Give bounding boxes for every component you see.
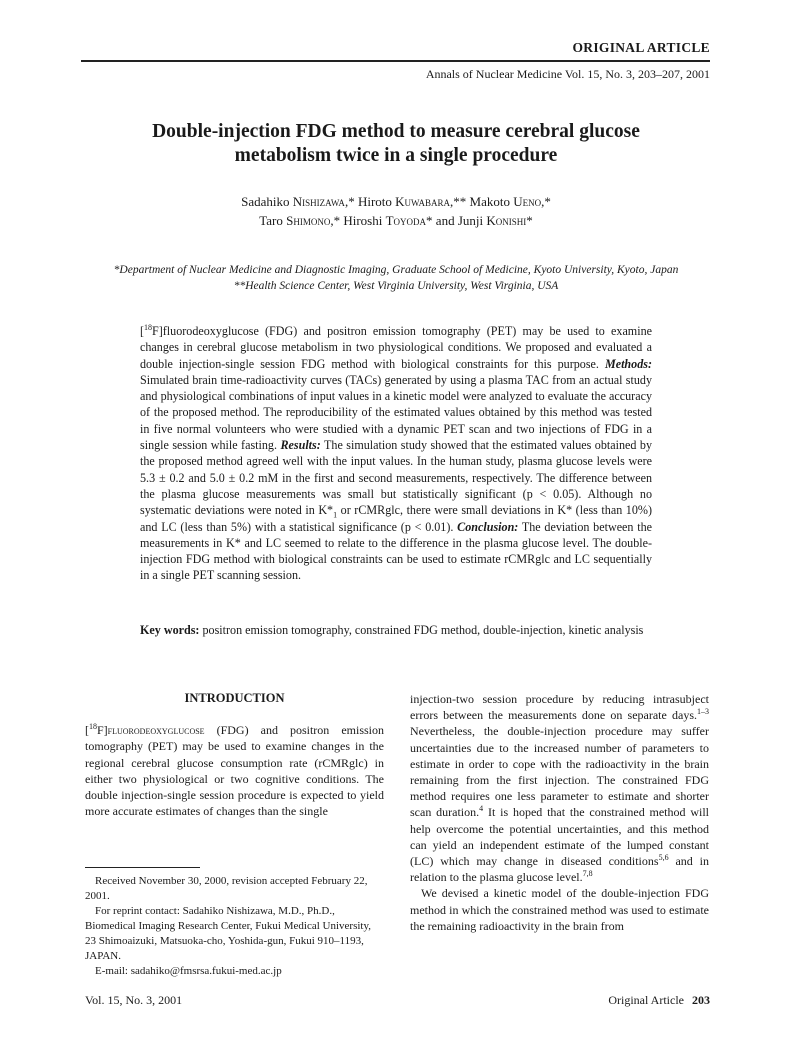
header-rule: [81, 60, 710, 62]
intro-paragraph-2: We devised a kinetic model of the double-injection FDG method in which the constrained method was used to estimate the remaining radioactivity in the brain from: [410, 886, 709, 933]
methods-text: Simulated brain time-radioactivity curves (TACs) generated by using a plasma TAC from an actual study and physiological combinations of input values in a kinetic model were analyzed to evaluate the accuracy of the proposed method. The reproducibility of the estimated values obtained by this method was tested in five normal volunteers who were studied with a dynamic PET scan and two injections of FDG in a single session while fasting.: [140, 372, 652, 453]
author-first: Hiroto: [357, 194, 396, 209]
methods-label: Methods:: [604, 356, 652, 371]
author-mark: ,**: [450, 194, 470, 209]
journal-citation: Annals of Nuclear Medicine Vol. 15, No. 3, 203–207, 2001: [425, 67, 710, 81]
email-note: E-mail: sadahiko@fmsrsa.fukui-med.ac.jp: [95, 965, 282, 978]
bracket: [: [140, 324, 145, 338]
author-last: Ueno: [513, 194, 542, 209]
fdg-term: F]fluorodeoxyglucose: [97, 723, 205, 738]
article-title: [100, 120, 692, 168]
author-last: Shimono: [286, 213, 331, 228]
abstract-lead: F]fluorodeoxyglucose (FDG) and positron emission tomography (PET) may be used to examine changes in cerebral glucose metabolism in two physiological conditions. We proposed and evaluated a double injection-single session FDG method with biological constraints for this purpose.: [140, 324, 652, 371]
title-line-1: Double-injection FDG method to measure cerebral glucose: [152, 121, 640, 142]
author-mark: ,*: [541, 194, 551, 209]
author-list: [120, 192, 672, 230]
affiliation-2: **Health Science Center, West Virginia University, West Virginia, USA: [233, 280, 559, 292]
author-first: Taro: [259, 213, 287, 228]
left-column: [85, 690, 384, 979]
keywords: [140, 622, 652, 638]
intro-paragraph-1: [85, 722, 384, 819]
author-mark: ,*: [330, 213, 344, 228]
conclusion-text: The deviation between the measurements in K* and LC seemed to relate to the difference in the plasma glucose level. The double-injection FDG method with biological constraints can be used to estimate rCMRglc and LC sequentially in a single PET scanning session.: [140, 519, 653, 583]
abstract-paragraph: [140, 323, 652, 584]
intro-text: Nevertheless, the double-injection procedure may suffer uncertainties due to the increased number of parameters to estimate in order to cope with the radioactivity in the brain remaining from the first injection. The constrained FDG method requires one less parameter to estimate and shorter scan duration.: [410, 724, 709, 820]
abstract: [140, 323, 652, 584]
reference-marker: 7,8: [582, 869, 593, 879]
author-last: Konishi: [486, 213, 527, 228]
conclusion-label: Conclusion:: [457, 519, 519, 534]
affiliation-1: *Department of Nuclear Medicine and Diagnostic Imaging, Graduate School of Medicine, Kyoto University, Kyoto, Japan: [113, 264, 679, 276]
received-note: Received November 30, 2000, revision accepted February 22, 2001.: [85, 875, 368, 903]
footer-article-type: Original Article: [608, 993, 684, 1007]
reference-marker: 1–3: [697, 707, 709, 717]
author-mark: * and: [426, 213, 458, 228]
isotope-superscript: 18: [89, 722, 97, 732]
bracket: [: [85, 723, 89, 738]
author-mark: *: [526, 213, 533, 228]
affiliations: [90, 262, 702, 294]
reprint-note: For reprint contact: Sadahiko Nishizawa, M.D., Ph.D., Biomedical Imaging Research Center, Fukui Medical University, 23 Shimoaizuki, Matsuoka-cho, Yoshida-gun, Fukui 910–1193, JAPAN.: [85, 905, 371, 963]
title-line-2: metabolism twice in a single procedure: [234, 145, 558, 166]
author-first: Hiroshi: [343, 213, 386, 228]
results-text: or rCMRglc, there were small deviations in K* (less than 10%) and LC (less than 5%) with a statistical significance (p < 0.01).: [140, 503, 652, 534]
author-last: Toyoda: [385, 213, 427, 228]
author-first: Makoto: [469, 194, 514, 209]
author-first: Junji: [457, 213, 487, 228]
intro-text: and in relation to the plasma glucose level.: [410, 854, 709, 885]
footer-page: [608, 993, 710, 1008]
author-last: Nishizawa: [292, 194, 345, 209]
footer-volume: Vol. 15, No. 3, 2001: [85, 993, 183, 1007]
introduction-heading: INTRODUCTION: [184, 691, 285, 705]
footnotes: [85, 874, 384, 979]
right-column: [410, 691, 709, 934]
author-last: Kuwabara: [395, 194, 451, 209]
keywords-text: positron emission tomography, constrained FDG method, double-injection, kinetic analysis: [202, 623, 644, 637]
page-number: 203: [692, 993, 710, 1007]
reference-marker: 5,6: [658, 853, 669, 863]
author-mark: ,*: [344, 194, 358, 209]
intro-text: (FDG) and positron emission tomography (PET) may be used to examine changes in the regional cerebral glucose consumption rate (rCMRglc) in either two physiological or two cognitive conditions. The double injection-single session procedure is expected to yield more accurate estimates of changes than the single: [85, 723, 384, 819]
author-first: Sadahiko: [241, 194, 293, 209]
results-text: The simulation study showed that the estimated values obtained by the proposed method agreed well with the input values. In the human study, plasma glucose levels were 5.3 ± 0.2 and 5.0 ± 0.2 mM in the first and second measurements, respectively. The difference between the plasma glucose measurements was small but statistically significant (p < 0.05). Although no systematic deviations were noted in K*: [140, 438, 652, 518]
results-label: Results:: [280, 438, 321, 453]
reference-marker: 4: [479, 804, 484, 814]
intro-text: It is hoped that the constrained method will help overcome the potential uncertainties, and this method can yield an independent estimate of the lumped constant (LC) which may change in diseased conditions: [410, 805, 709, 869]
intro-text: injection-two session procedure by reducing intrasubject errors between the measurements done on separate days.: [410, 692, 709, 723]
keywords-label: Key words:: [140, 623, 200, 637]
intro-paragraph-1-continued: [410, 691, 709, 885]
section-label: ORIGINAL ARTICLE: [572, 40, 710, 55]
author-line-1: [120, 192, 672, 211]
author-line-2: [120, 211, 672, 230]
subscript: 1: [333, 510, 338, 520]
footnote-divider: [85, 867, 200, 868]
isotope-superscript: 18: [144, 322, 153, 332]
